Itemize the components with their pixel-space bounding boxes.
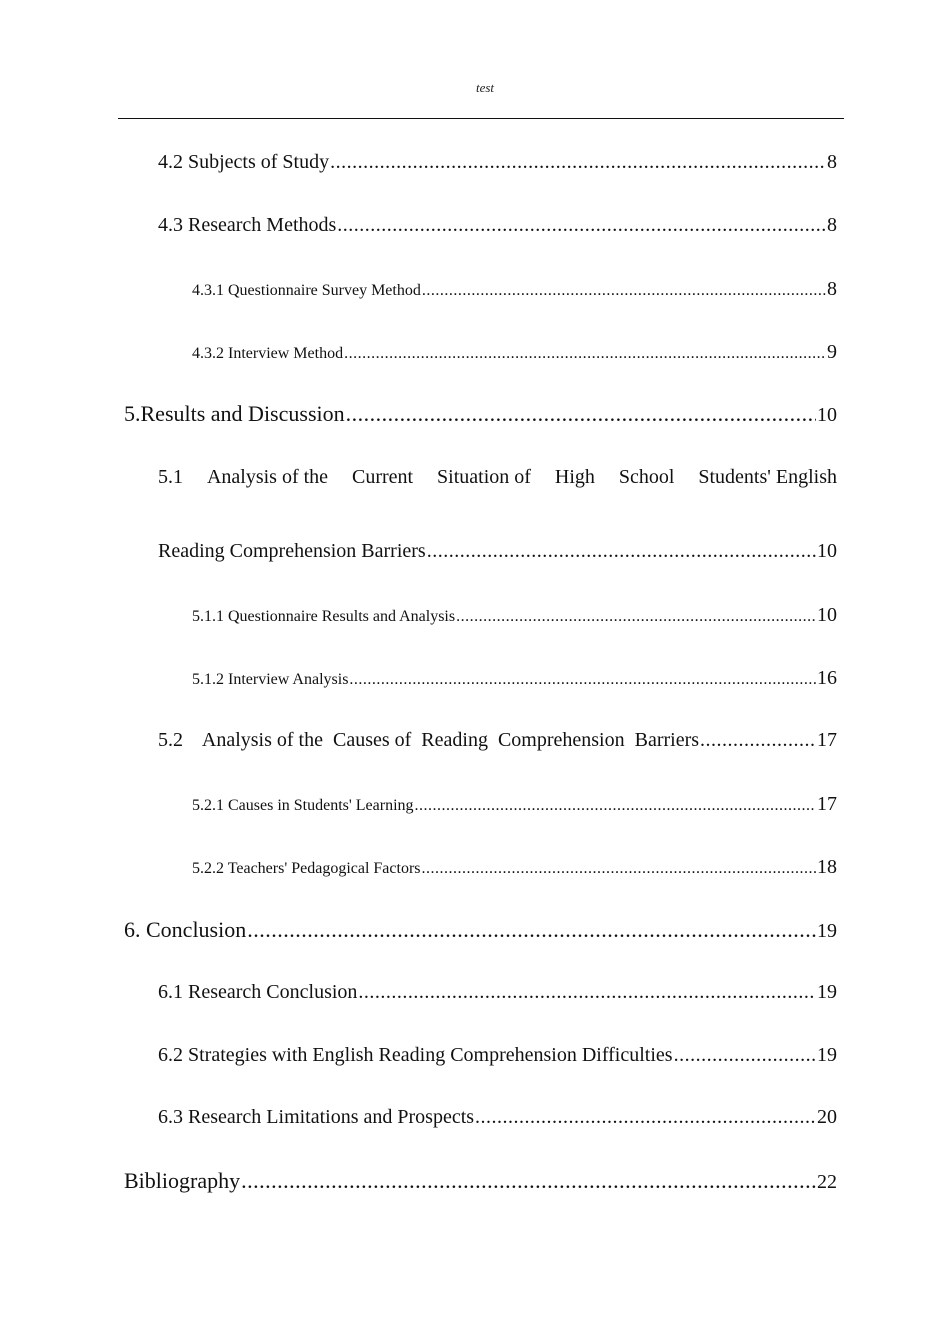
dot-leader [700, 729, 816, 749]
toc-entry-6-2[interactable] [158, 1044, 837, 1067]
toc-entry-4-3-1[interactable] [192, 278, 837, 301]
toc-entry-4-2[interactable] [158, 151, 837, 174]
toc-entry-label: 6. Conclusion [124, 917, 247, 942]
dot-leader [415, 797, 816, 813]
toc-entry-6-1[interactable] [158, 981, 837, 1004]
toc-entry-page: 17 [817, 793, 837, 815]
toc-word: Students' English [698, 466, 837, 488]
toc-entry-label: 5.Results and Discussion [124, 401, 345, 426]
toc-entry-5-2-2[interactable] [192, 856, 837, 879]
toc-entry-page: 8 [827, 151, 837, 173]
dot-leader [241, 1168, 816, 1190]
toc-entry-label: Bibliography [124, 1168, 241, 1193]
dot-leader [330, 151, 826, 171]
toc-entry-5-1-2[interactable] [192, 667, 837, 690]
toc-word: 5.1 [158, 466, 183, 488]
toc-entry-4-3-2[interactable] [192, 341, 837, 364]
dot-leader [346, 401, 816, 423]
toc-entry-page: 8 [827, 278, 837, 300]
toc-entry-5-1[interactable] [158, 540, 837, 563]
dot-leader [358, 981, 816, 1001]
toc-entry-6[interactable] [124, 917, 837, 943]
toc-word: Situation of [437, 466, 531, 488]
toc-entry-label: 5.1.2 Interview Analysis [192, 671, 349, 688]
toc-entry-5-2[interactable] [158, 729, 837, 752]
toc-entry-page: 10 [817, 404, 837, 426]
toc-word: High [554, 466, 595, 488]
dot-leader [344, 345, 826, 361]
toc-entry-6-3[interactable] [158, 1106, 837, 1129]
toc-entry-page: 8 [827, 214, 837, 236]
dot-leader [427, 540, 816, 560]
toc-entry-4-3[interactable] [158, 214, 837, 237]
toc-entry-label: 4.3.2 Interview Method [192, 345, 344, 362]
toc-entry-label: 4.3 Research Methods [158, 214, 337, 236]
dot-leader [422, 860, 816, 876]
toc-entry-page: 20 [817, 1106, 837, 1128]
toc-entry-page: 10 [817, 604, 837, 626]
toc-entry-5-2-1[interactable] [192, 793, 837, 816]
toc-entry-page: 19 [817, 920, 837, 942]
toc-entry-5[interactable] [124, 401, 837, 427]
running-header: test [475, 80, 495, 95]
toc-entry-label: 4.3.1 Questionnaire Survey Method [192, 282, 421, 299]
toc-entry-bibliography[interactable] [124, 1168, 837, 1194]
toc-entry-page: 10 [817, 540, 837, 562]
dot-leader [337, 214, 826, 234]
toc-entry-page: 19 [817, 981, 837, 1003]
toc-entry-label: 6.1 Research Conclusion [158, 981, 358, 1003]
toc-entry-page: 22 [817, 1171, 837, 1193]
toc-entry-label: 5.2 Analysis of the Causes of Reading Comprehension Barriers [158, 729, 700, 751]
toc-entry-5-1-line1[interactable] [158, 466, 837, 489]
dot-leader [456, 608, 816, 624]
toc-entry-label: 6.3 Research Limitations and Prospects [158, 1106, 475, 1128]
dot-leader [475, 1106, 816, 1126]
header-rule [118, 118, 844, 119]
toc-word: School [618, 466, 675, 488]
toc-entry-page: 18 [817, 856, 837, 878]
toc-entry-page: 16 [817, 667, 837, 689]
toc-entry-page: 17 [817, 729, 837, 751]
toc-entry-page: 19 [817, 1044, 837, 1066]
toc-word: Analysis of the [206, 466, 329, 488]
toc-word: Current [352, 466, 414, 488]
toc-entry-label: 5.1.1 Questionnaire Results and Analysis [192, 608, 456, 625]
toc-entry-label: 5.2.2 Teachers' Pedagogical Factors [192, 860, 421, 877]
toc-entry-label: Reading Comprehension Barriers [158, 540, 426, 562]
dot-leader [422, 282, 826, 298]
dot-leader [674, 1044, 816, 1064]
dot-leader [349, 671, 816, 687]
toc-entry-label: 5.2.1 Causes in Students' Learning [192, 797, 414, 814]
toc-entry-label: 6.2 Strategies with English Reading Comprehension Difficulties [158, 1044, 673, 1066]
toc-entry-label: 4.2 Subjects of Study [158, 151, 330, 173]
toc-entry-page: 9 [827, 341, 837, 363]
toc-entry-5-1-1[interactable] [192, 604, 837, 627]
dot-leader [247, 917, 816, 939]
